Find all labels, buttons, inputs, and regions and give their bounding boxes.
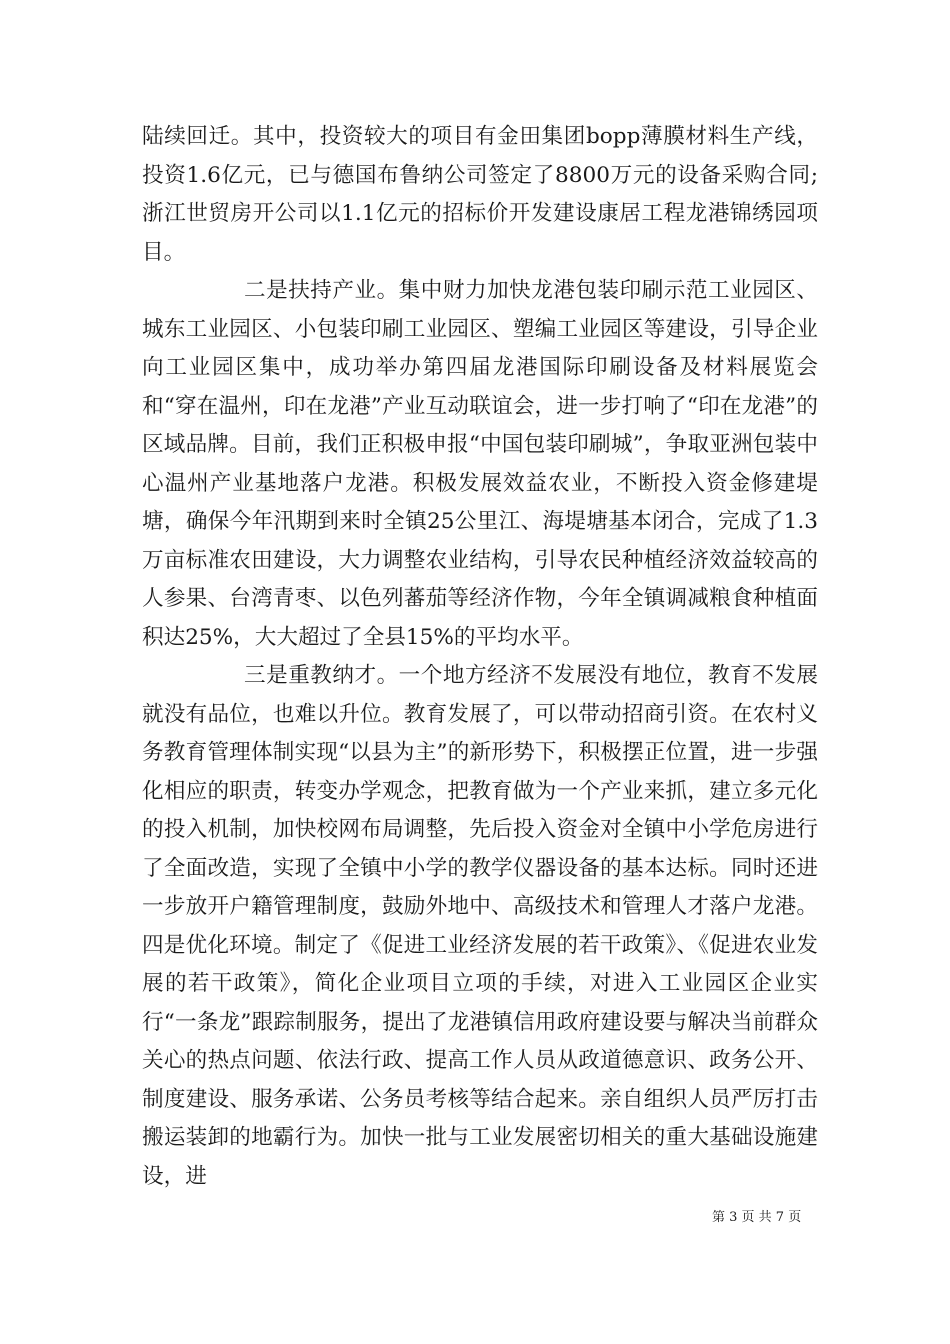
paragraph-education-talent: 三是重教纳才。一个地方经济不发展没有地位，教育不发展就没有品位，也难以升位。教育发展了，可以带动招商引资。在农村义务教育管理体制实现“以县为主”的新形势下，积极摆正位置，进一步强化相应的职责，转变办学观念，把教育做为一个产业来抓，建立多元化的投入机制，加快校网布局调整，先后投入资金对全镇中小学危房进行了全面改造，实现了全镇中小学的教学仪器设备的基本达标。同时还进一步放开户籍管理制度，鼓励外地中、高级技术和管理人才落户龙港。四是优化环境。制定了《促进工业经济发展的若干政策》、《促进农业发展的若干政策》，简化企业项目立项的手续，对进入工业园区企业实行“一条龙”跟踪制服务，提出了龙港镇信用政府建设要与解决当前群众关心的热点问题、依法行政、提高工作人员从政道德意识、政务公开、制度建设、服务承诺、公务员考核等结合起来。亲自组织人员严厉打击搬运装卸的地霸行为。加快一批与工业发展密切相关的重大基础设施建设，进 (142, 663, 818, 1189)
paragraph-continuation: 陆续回迁。其中，投资较大的项目有金田集团bopp薄膜材料生产线，投资1.6亿元，已与德国布鲁纳公司签定了8800万元的设备采购合同;浙江世贸房开公司以1.1亿元的招标价开发建设康居工程龙港锦绣园项目。 (142, 124, 818, 265)
page-number-footer: 第 3 页 共 7 页 (712, 1210, 802, 1225)
paragraph-support-industry: 二是扶持产业。集中财力加快龙港包装印刷示范工业园区、城东工业园区、小包装印刷工业园区、塑编工业园区等建设，引导企业向工业园区集中，成功举办第四届龙港国际印刷设备及材料展览会和“穿在温州，印在龙港”产业互动联谊会，进一步打响了“印在龙港”的区域品牌。目前，我们正积极申报“中国包装印刷城”，争取亚洲包装中心温州产业基地落户龙港。积极发展效益农业，不断投入资金修建堤塘，确保今年汛期到来时全镇25公里江、海堤塘基本闭合，完成了1.3万亩标准农田建设，大力调整农业结构，引导农民种植经济效益较高的人参果、台湾青枣、以色列蕃茄等经济作物，今年全镇调减粮食种植面积达25%，大大超过了全县15%的平均水平。 (142, 278, 818, 650)
document-body (142, 118, 818, 1196)
